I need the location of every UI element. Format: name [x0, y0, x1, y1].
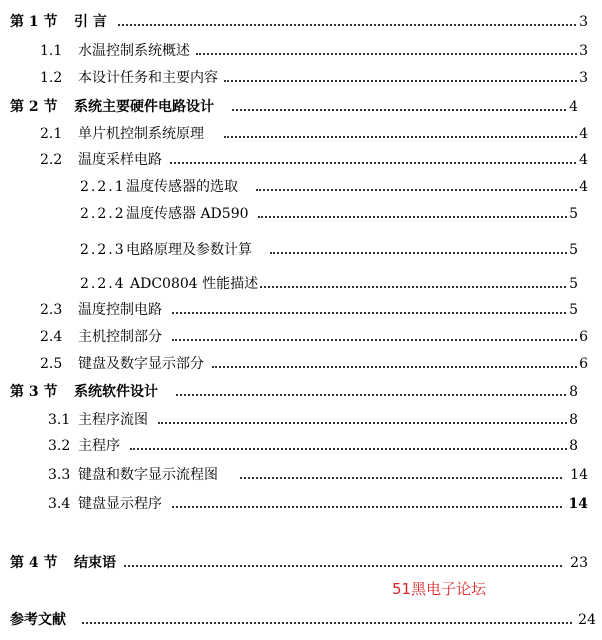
toc-page-number: 8: [567, 434, 578, 458]
toc-section-3-3[interactable]: [0, 463, 602, 487]
toc-title: 参考文献: [10, 608, 68, 632]
toc-title: 键盘显示程序: [78, 492, 164, 516]
leader-dots: [212, 366, 580, 368]
leader-dots: [256, 189, 580, 191]
toc-title: 主程序: [78, 434, 122, 458]
toc-section-3-4[interactable]: [0, 492, 602, 516]
toc-number: 第 3 节: [10, 384, 58, 400]
leader-dots: [196, 53, 580, 55]
toc-number: 2.2.4: [80, 276, 126, 292]
toc-title: 主程序流图: [78, 408, 150, 432]
toc-title: 键盘和数字显示流程图: [78, 463, 220, 487]
leader-dots: [224, 136, 580, 138]
toc-number: 1.1: [40, 43, 63, 59]
toc-title: 本设计任务和主要内容: [78, 66, 220, 90]
toc-subsection-2-2-1[interactable]: [0, 175, 602, 199]
toc-section-2-3[interactable]: [0, 298, 602, 322]
toc-title: 系统软件设计: [74, 380, 160, 404]
toc-page-number: 3: [577, 10, 588, 34]
toc-page-number: 3: [577, 39, 588, 63]
toc-title: 温度采样电路: [78, 148, 164, 172]
toc-section-3-1[interactable]: [0, 408, 602, 432]
toc-page-number: 23: [568, 551, 588, 575]
toc-section-1-2[interactable]: [0, 66, 602, 90]
toc-number: 第 4 节: [10, 555, 58, 571]
toc-page-number: 4: [577, 122, 588, 146]
leader-dots: [240, 477, 562, 479]
toc-number: 3.3: [48, 467, 71, 483]
toc-page-number: 3: [577, 66, 588, 90]
toc-number: 2.1: [40, 126, 63, 142]
toc-chapter-1[interactable]: [0, 10, 602, 34]
leader-dots: [118, 24, 580, 26]
toc-title: 温度传感器的选取: [126, 175, 240, 199]
toc-section-1-1[interactable]: [0, 39, 602, 63]
leader-dots: [172, 506, 562, 508]
leader-dots: [232, 109, 570, 111]
toc-number: 2.5: [40, 356, 63, 372]
toc-number: 3.1: [48, 412, 71, 428]
leader-dots: [258, 216, 570, 218]
toc-chapter-3[interactable]: [0, 380, 602, 404]
toc-title: 水温控制系统概述: [78, 39, 192, 63]
toc-subsection-2-2-3[interactable]: [0, 238, 602, 262]
toc-number: 2.2: [40, 152, 63, 168]
forum-watermark: 51黑电子论坛: [392, 580, 487, 598]
toc-chapter-2[interactable]: [0, 95, 602, 119]
leader-dots: [170, 162, 580, 164]
toc-page-number: 14: [567, 492, 588, 516]
toc-number: 3.4: [48, 496, 71, 512]
leader-dots: [172, 312, 570, 314]
toc-page-number: 4: [567, 95, 578, 119]
toc-page-number: 8: [567, 380, 578, 404]
toc-page-number: 5: [567, 272, 578, 296]
toc-page-number: 6: [577, 325, 588, 349]
toc-title: 引 言: [74, 10, 109, 34]
toc-section-2-1[interactable]: [0, 122, 602, 146]
toc-page-number: 6: [577, 352, 588, 376]
toc-references[interactable]: [0, 608, 602, 632]
toc-page-number: 4: [577, 175, 588, 199]
leader-dots: [124, 565, 562, 567]
toc-number: 1.2: [40, 70, 63, 86]
leader-dots: [130, 448, 570, 450]
toc-title: 键盘及数字显示部分: [78, 352, 206, 376]
leader-dots: [172, 339, 580, 341]
toc-page-number: 8: [567, 408, 578, 432]
leader-dots: [82, 622, 572, 624]
toc-title: 单片机控制系统原理: [78, 122, 206, 146]
toc-chapter-4[interactable]: [0, 551, 602, 575]
toc-subsection-2-2-2[interactable]: [0, 202, 602, 226]
toc-number: 2.2.2: [80, 206, 126, 222]
toc-page-number: 4: [577, 148, 588, 172]
leader-dots: [270, 252, 570, 254]
toc-title: ADC0804 性能描述: [130, 272, 260, 296]
toc-number: 2.3: [40, 302, 63, 318]
toc-title: 温度控制电路: [78, 298, 164, 322]
toc-number: 第 1 节: [10, 14, 58, 30]
leader-dots: [158, 422, 570, 424]
leader-dots: [176, 394, 570, 396]
toc-title: 结束语: [74, 551, 118, 575]
toc-number: 2.2.3: [80, 242, 126, 258]
toc-page-number: 5: [567, 238, 578, 262]
toc-title: 温度传感器 AD590: [126, 202, 251, 226]
toc-page-number: 24: [576, 608, 596, 632]
toc-number: 2.2.1: [80, 179, 126, 195]
toc-section-3-2[interactable]: [0, 434, 602, 458]
toc-title: 电路原理及参数计算: [126, 238, 254, 262]
toc-page-number: 5: [567, 298, 578, 322]
toc-number: 第 2 节: [10, 99, 58, 115]
leader-dots: [256, 286, 570, 288]
toc-number: 3.2: [48, 438, 71, 454]
toc-title: 系统主要硬件电路设计: [74, 95, 216, 119]
toc-section-2-2[interactable]: [0, 148, 602, 172]
toc-title: 主机控制部分: [78, 325, 164, 349]
toc-section-2-5[interactable]: [0, 352, 602, 376]
toc-page-number: 5: [567, 202, 578, 226]
toc-section-2-4[interactable]: [0, 325, 602, 349]
toc-number: 2.4: [40, 329, 63, 345]
leader-dots: [224, 80, 580, 82]
toc-page-number: 14: [568, 463, 588, 487]
toc-subsection-2-2-4[interactable]: [0, 272, 602, 296]
